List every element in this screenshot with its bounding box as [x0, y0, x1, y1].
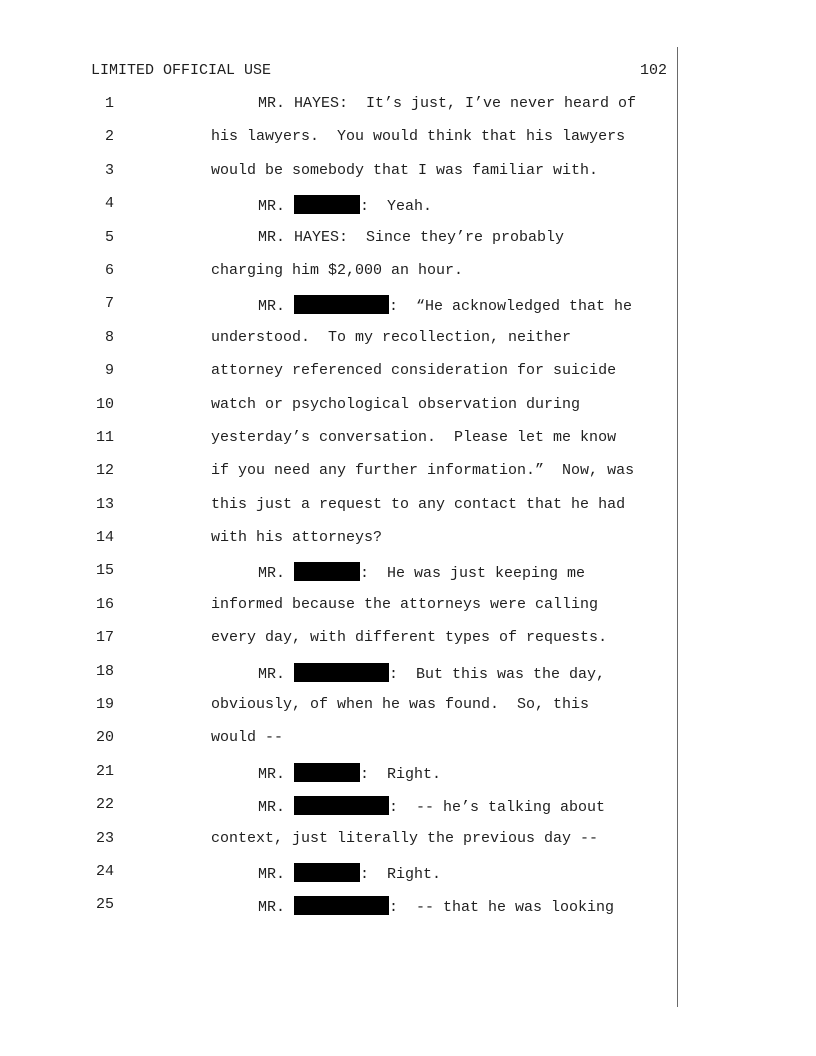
- text-segment: MR.: [258, 298, 295, 316]
- line-text: [258, 562, 585, 583]
- text-segment: MR.: [258, 865, 295, 883]
- line-number: 6: [104, 261, 114, 279]
- line-number: 13: [95, 495, 114, 513]
- line-number: 12: [95, 462, 114, 480]
- text-segment: : -- that he was looking: [389, 899, 615, 917]
- transcript-line: [0, 830, 816, 863]
- transcript-line: [0, 629, 816, 662]
- line-number: 23: [95, 829, 114, 847]
- line-text: [211, 529, 382, 547]
- line-text: [211, 462, 634, 480]
- text-segment: MR.: [258, 565, 295, 583]
- line-text: [211, 429, 616, 447]
- line-text: [211, 262, 463, 280]
- line-number: 3: [104, 161, 114, 179]
- line-number: 8: [104, 328, 114, 346]
- text-segment: : Yeah.: [360, 198, 433, 216]
- text-segment: obviously, of when he was found. So, this: [211, 696, 590, 714]
- text-segment: : Right.: [360, 765, 442, 783]
- text-segment: his lawyers. You would think that his lawyers: [211, 128, 626, 146]
- transcript-line: [0, 496, 816, 529]
- line-number: 1: [104, 95, 114, 112]
- line-text: [211, 729, 283, 747]
- transcript-line: [0, 863, 816, 896]
- transcript-line: [0, 696, 816, 729]
- transcript-line: [0, 663, 816, 696]
- transcript-line: [0, 128, 816, 161]
- line-text: [211, 596, 598, 614]
- line-number: 16: [95, 595, 114, 613]
- text-segment: understood. To my recollection, neither: [211, 328, 572, 346]
- text-segment: with his attorneys?: [211, 529, 383, 547]
- line-text: [211, 162, 598, 180]
- line-number: 7: [104, 295, 114, 313]
- line-number: 9: [104, 362, 114, 380]
- transcript-line: [0, 362, 816, 395]
- line-text: [211, 496, 625, 514]
- line-text: [258, 663, 605, 684]
- line-text: [258, 95, 636, 113]
- text-segment: MR.: [258, 899, 295, 917]
- transcript-line: [0, 896, 816, 929]
- line-number: 11: [95, 428, 114, 446]
- transcript-line: [0, 562, 816, 595]
- transcript-line: [0, 295, 816, 328]
- line-text: [211, 830, 598, 848]
- transcript-line: [0, 195, 816, 228]
- redaction-box: [294, 562, 360, 581]
- line-number: 2: [104, 128, 114, 146]
- redaction-box: [294, 796, 389, 815]
- transcript-line: [0, 729, 816, 762]
- line-number: 17: [95, 629, 114, 647]
- line-number: 21: [95, 762, 114, 780]
- transcript-line: [0, 229, 816, 262]
- transcript-line: [0, 262, 816, 295]
- transcript-line: [0, 763, 816, 796]
- text-segment: MR.: [258, 765, 295, 783]
- transcript-line: [0, 95, 816, 128]
- line-text: [258, 796, 605, 817]
- text-segment: MR.: [258, 198, 295, 216]
- line-number: 22: [95, 796, 114, 814]
- line-text: [258, 295, 632, 316]
- transcript-lines: [0, 95, 816, 930]
- transcript-line: [0, 796, 816, 829]
- text-segment: : Right.: [360, 865, 442, 883]
- text-segment: : -- he’s talking about: [389, 799, 606, 817]
- line-number: 19: [95, 696, 114, 714]
- text-segment: : But this was the day,: [389, 665, 606, 683]
- text-segment: context, just literally the previous day --: [211, 829, 599, 847]
- line-text: [258, 763, 441, 784]
- line-number: 10: [95, 395, 114, 413]
- line-number: 18: [95, 662, 114, 680]
- redaction-box: [294, 896, 389, 915]
- redaction-box: [294, 195, 360, 214]
- redaction-box: [294, 763, 360, 782]
- text-segment: MR. HAYES: It’s just, I’ve never heard of: [258, 95, 637, 112]
- text-segment: watch or psychological observation during: [211, 395, 581, 413]
- text-segment: : He was just keeping me: [360, 565, 586, 583]
- line-number: 20: [95, 729, 114, 747]
- line-number: 4: [104, 195, 114, 213]
- text-segment: MR.: [258, 799, 295, 817]
- text-segment: this just a request to any contact that he had: [211, 495, 626, 513]
- line-text: [211, 696, 589, 714]
- line-text: [258, 896, 614, 917]
- transcript-line: [0, 529, 816, 562]
- text-segment: attorney referenced consideration for suicide: [211, 362, 617, 380]
- text-segment: MR.: [258, 665, 295, 683]
- redaction-box: [294, 295, 389, 314]
- text-segment: MR. HAYES: Since they’re probably: [258, 228, 565, 246]
- transcript-line: [0, 596, 816, 629]
- text-segment: every day, with different types of requests.: [211, 629, 608, 647]
- text-segment: would --: [211, 729, 284, 747]
- line-text: [211, 128, 625, 146]
- line-text: [211, 329, 571, 347]
- classification-header: LIMITED OFFICIAL USE: [91, 62, 272, 79]
- line-text: [258, 229, 564, 247]
- line-number: 25: [95, 896, 114, 914]
- line-number: 24: [95, 862, 114, 880]
- line-number: 15: [95, 562, 114, 580]
- text-segment: if you need any further information.” Now, was: [211, 462, 635, 480]
- text-segment: informed because the attorneys were calling: [211, 595, 599, 613]
- text-segment: yesterday’s conversation. Please let me know: [211, 428, 617, 446]
- line-text: [258, 195, 432, 216]
- line-number: 5: [104, 228, 114, 246]
- transcript-line: [0, 462, 816, 495]
- transcript-line: [0, 396, 816, 429]
- redaction-box: [294, 863, 360, 882]
- transcript-line: [0, 162, 816, 195]
- line-text: [211, 362, 616, 380]
- line-number: 14: [95, 529, 114, 547]
- line-text: [258, 863, 441, 884]
- transcript-line: [0, 329, 816, 362]
- redaction-box: [294, 663, 389, 682]
- text-segment: : “He acknowledged that he: [389, 298, 633, 316]
- page-number: 102: [639, 62, 667, 79]
- text-segment: would be somebody that I was familiar with.: [211, 161, 599, 179]
- text-segment: charging him $2,000 an hour.: [211, 261, 464, 279]
- transcript-line: [0, 429, 816, 462]
- line-text: [211, 396, 580, 414]
- line-text: [211, 629, 607, 647]
